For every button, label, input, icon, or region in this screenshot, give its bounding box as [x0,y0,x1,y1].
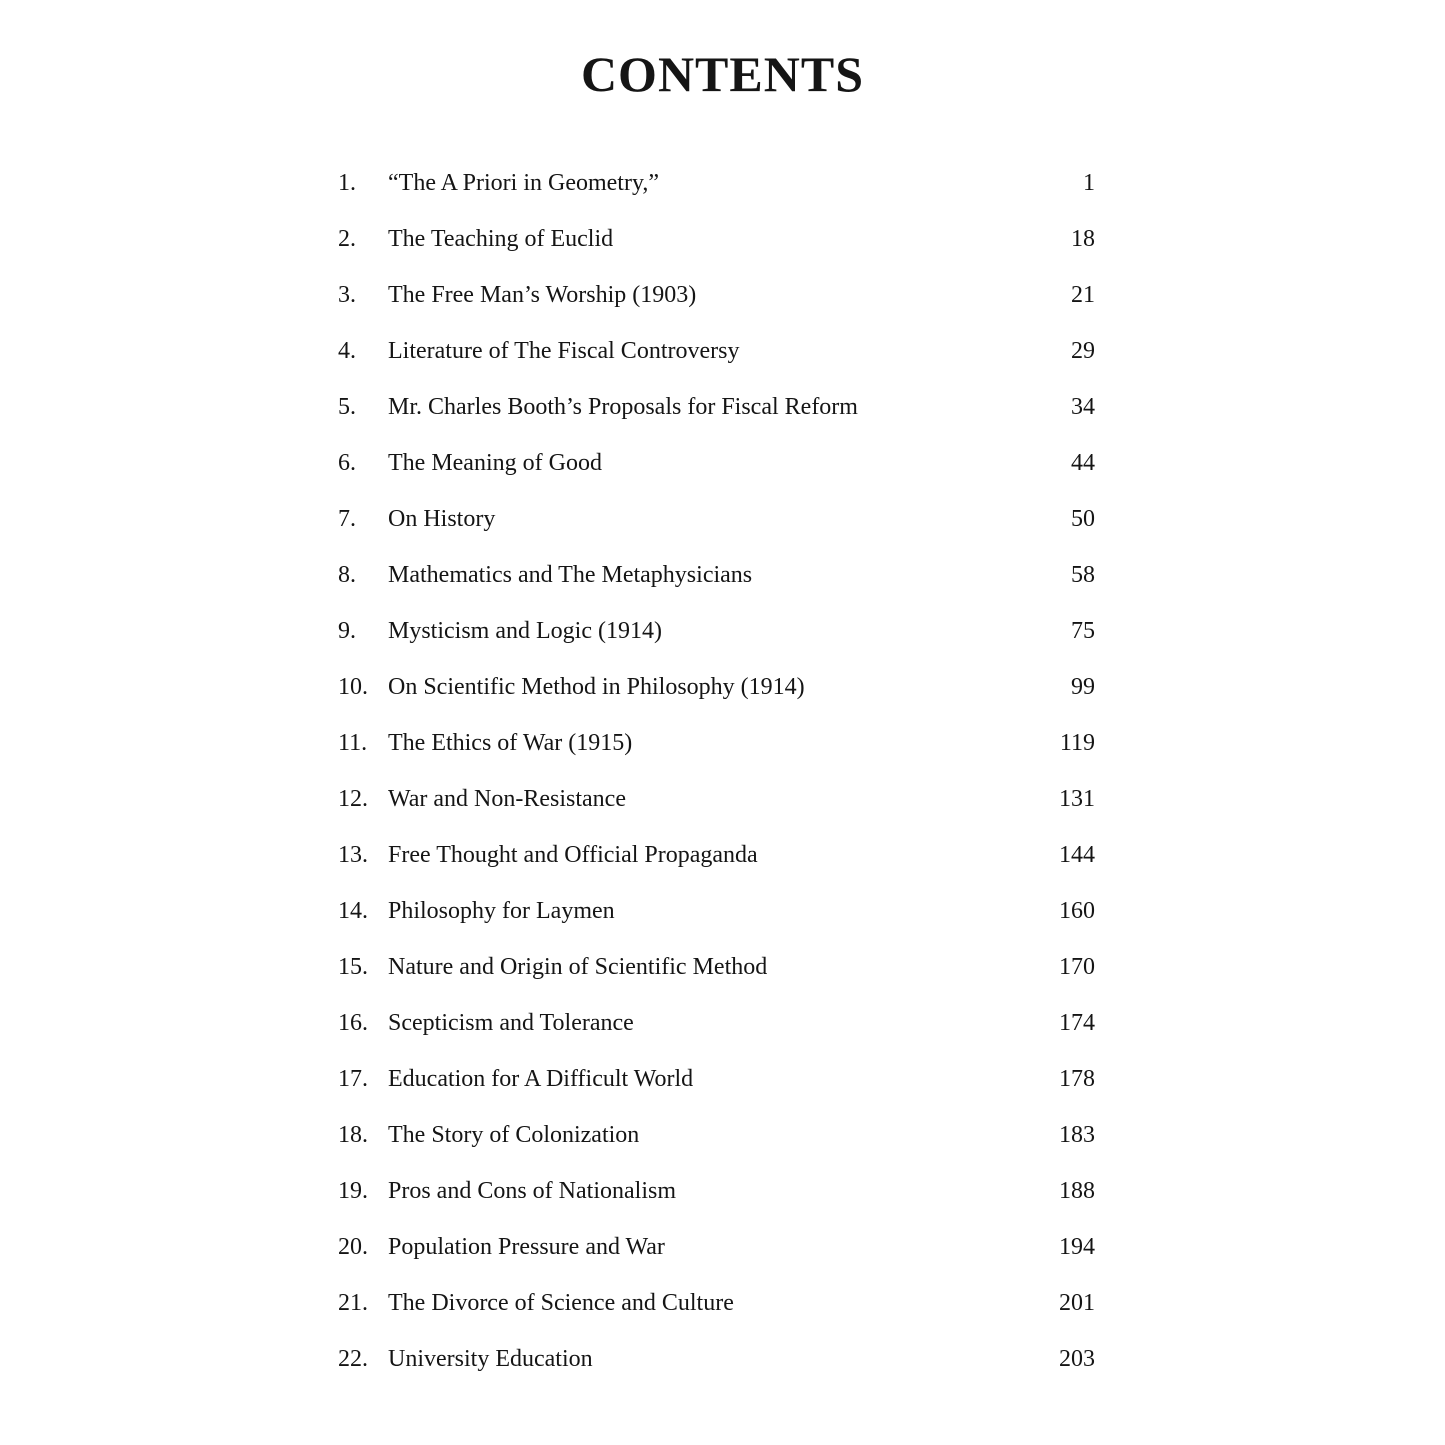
toc-entry-title: Literature of The Fiscal Controversy [388,337,740,364]
toc-entry-title: Nature and Origin of Scientific Method [388,953,768,980]
toc-entry-title: Education for A Difficult World [388,1065,694,1092]
toc-entry [338,491,1095,547]
toc-entry-number: 5. [338,393,356,420]
toc-entry-number: 20. [338,1233,368,1260]
toc-entry-title: The Teaching of Euclid [388,225,614,252]
toc-entry-title: The Meaning of Good [388,449,602,476]
toc-entry-page: 34 [1071,393,1095,420]
toc-entry-number: 22. [338,1345,368,1372]
toc-entry-number: 6. [338,449,356,476]
toc-entry [338,379,1095,435]
toc-entry [338,1107,1095,1163]
toc-entry [338,211,1095,267]
toc-entry-number: 19. [338,1177,368,1204]
toc-entry [338,1219,1095,1275]
toc-entry-number: 21. [338,1289,368,1316]
toc-entry-number: 10. [338,673,368,700]
toc-entry [338,995,1095,1051]
toc-entry-page: 21 [1071,281,1095,308]
toc-entry-page: 119 [1059,729,1095,756]
toc-entry-number: 14. [338,897,368,924]
toc-entry-number: 2. [338,225,356,252]
toc-entry-title: Scepticism and Tolerance [388,1009,634,1036]
toc-entry-page: 188 [1059,1177,1095,1204]
page-title: CONTENTS [580,46,865,102]
toc-entry-number: 13. [338,841,368,868]
toc-entry-number: 12. [338,785,368,812]
toc-entry [338,771,1095,827]
toc-entry-page: 144 [1059,841,1095,868]
toc-entry-page: 174 [1059,1009,1095,1036]
toc-entry-number: 9. [338,617,356,644]
toc-entry [338,659,1095,715]
toc-entry-page: 44 [1071,449,1095,476]
toc-entry-number: 16. [338,1009,368,1036]
toc-entry-number: 18. [338,1121,368,1148]
toc-entry-page: 183 [1059,1121,1095,1148]
toc-entry [338,603,1095,659]
toc-entry-title: “The A Priori in Geometry,” [388,169,660,196]
toc-entry [338,1051,1095,1107]
toc-entry-title: Philosophy for Laymen [388,897,615,924]
toc-entry [338,155,1095,211]
toc-entry-page: 58 [1071,561,1095,588]
toc-entry-title: Pros and Cons of Nationalism [388,1177,676,1204]
toc-entry-number: 8. [338,561,356,588]
toc-entry-page: 18 [1071,225,1095,252]
toc-entry-title: University Education [388,1345,593,1372]
toc-entry-page: 160 [1059,897,1095,924]
toc-entry-number: 3. [338,281,356,308]
toc-entry-title: The Free Man’s Worship (1903) [388,281,697,308]
toc-entry-page: 75 [1071,617,1095,644]
toc-entry-title: Mathematics and The Metaphysicians [388,561,753,588]
toc-entry-page: 170 [1059,953,1095,980]
toc-entry-title: On History [388,505,496,532]
toc-entry-title: The Story of Colonization [388,1121,640,1148]
toc-entry-number: 7. [338,505,356,532]
toc-entry-title: Mr. Charles Booth’s Proposals for Fiscal Reform [388,393,858,420]
toc-entry-page: 1 [1083,169,1095,196]
toc-entry [338,827,1095,883]
toc-entry-title: The Ethics of War (1915) [388,729,633,756]
toc-entry [338,323,1095,379]
toc-entry-number: 1. [338,169,356,196]
toc-entry-page: 99 [1071,673,1095,700]
toc-entry [338,547,1095,603]
toc-entry-number: 11. [338,729,368,756]
toc-entry-title: The Divorce of Science and Culture [388,1289,734,1316]
toc-entry [338,1275,1095,1331]
toc-entry [338,1163,1095,1219]
toc-entry-page: 29 [1071,337,1095,364]
toc-entry-page: 201 [1059,1289,1095,1316]
toc-entry-page: 50 [1071,505,1095,532]
toc-entry [338,435,1095,491]
toc-entry-number: 4. [338,337,356,364]
toc-entry-page: 203 [1059,1345,1095,1372]
toc-entry [338,1331,1095,1387]
toc-entry-number: 17. [338,1065,368,1092]
toc-list [338,155,1095,1387]
toc-entry-page: 178 [1059,1065,1095,1092]
toc-entry-page: 194 [1059,1233,1095,1260]
toc-entry-title: War and Non-Resistance [388,785,626,812]
toc-entry [338,883,1095,939]
toc-entry-title: On Scientific Method in Philosophy (1914) [388,673,805,700]
toc-entry-title: Mysticism and Logic (1914) [388,617,662,644]
toc-entry-number: 15. [338,953,368,980]
toc-entry [338,715,1095,771]
toc-entry-page: 131 [1059,785,1095,812]
toc-entry [338,939,1095,995]
toc-entry-title: Free Thought and Official Propaganda [388,841,758,868]
toc-entry-title: Population Pressure and War [388,1233,665,1260]
toc-entry [338,267,1095,323]
